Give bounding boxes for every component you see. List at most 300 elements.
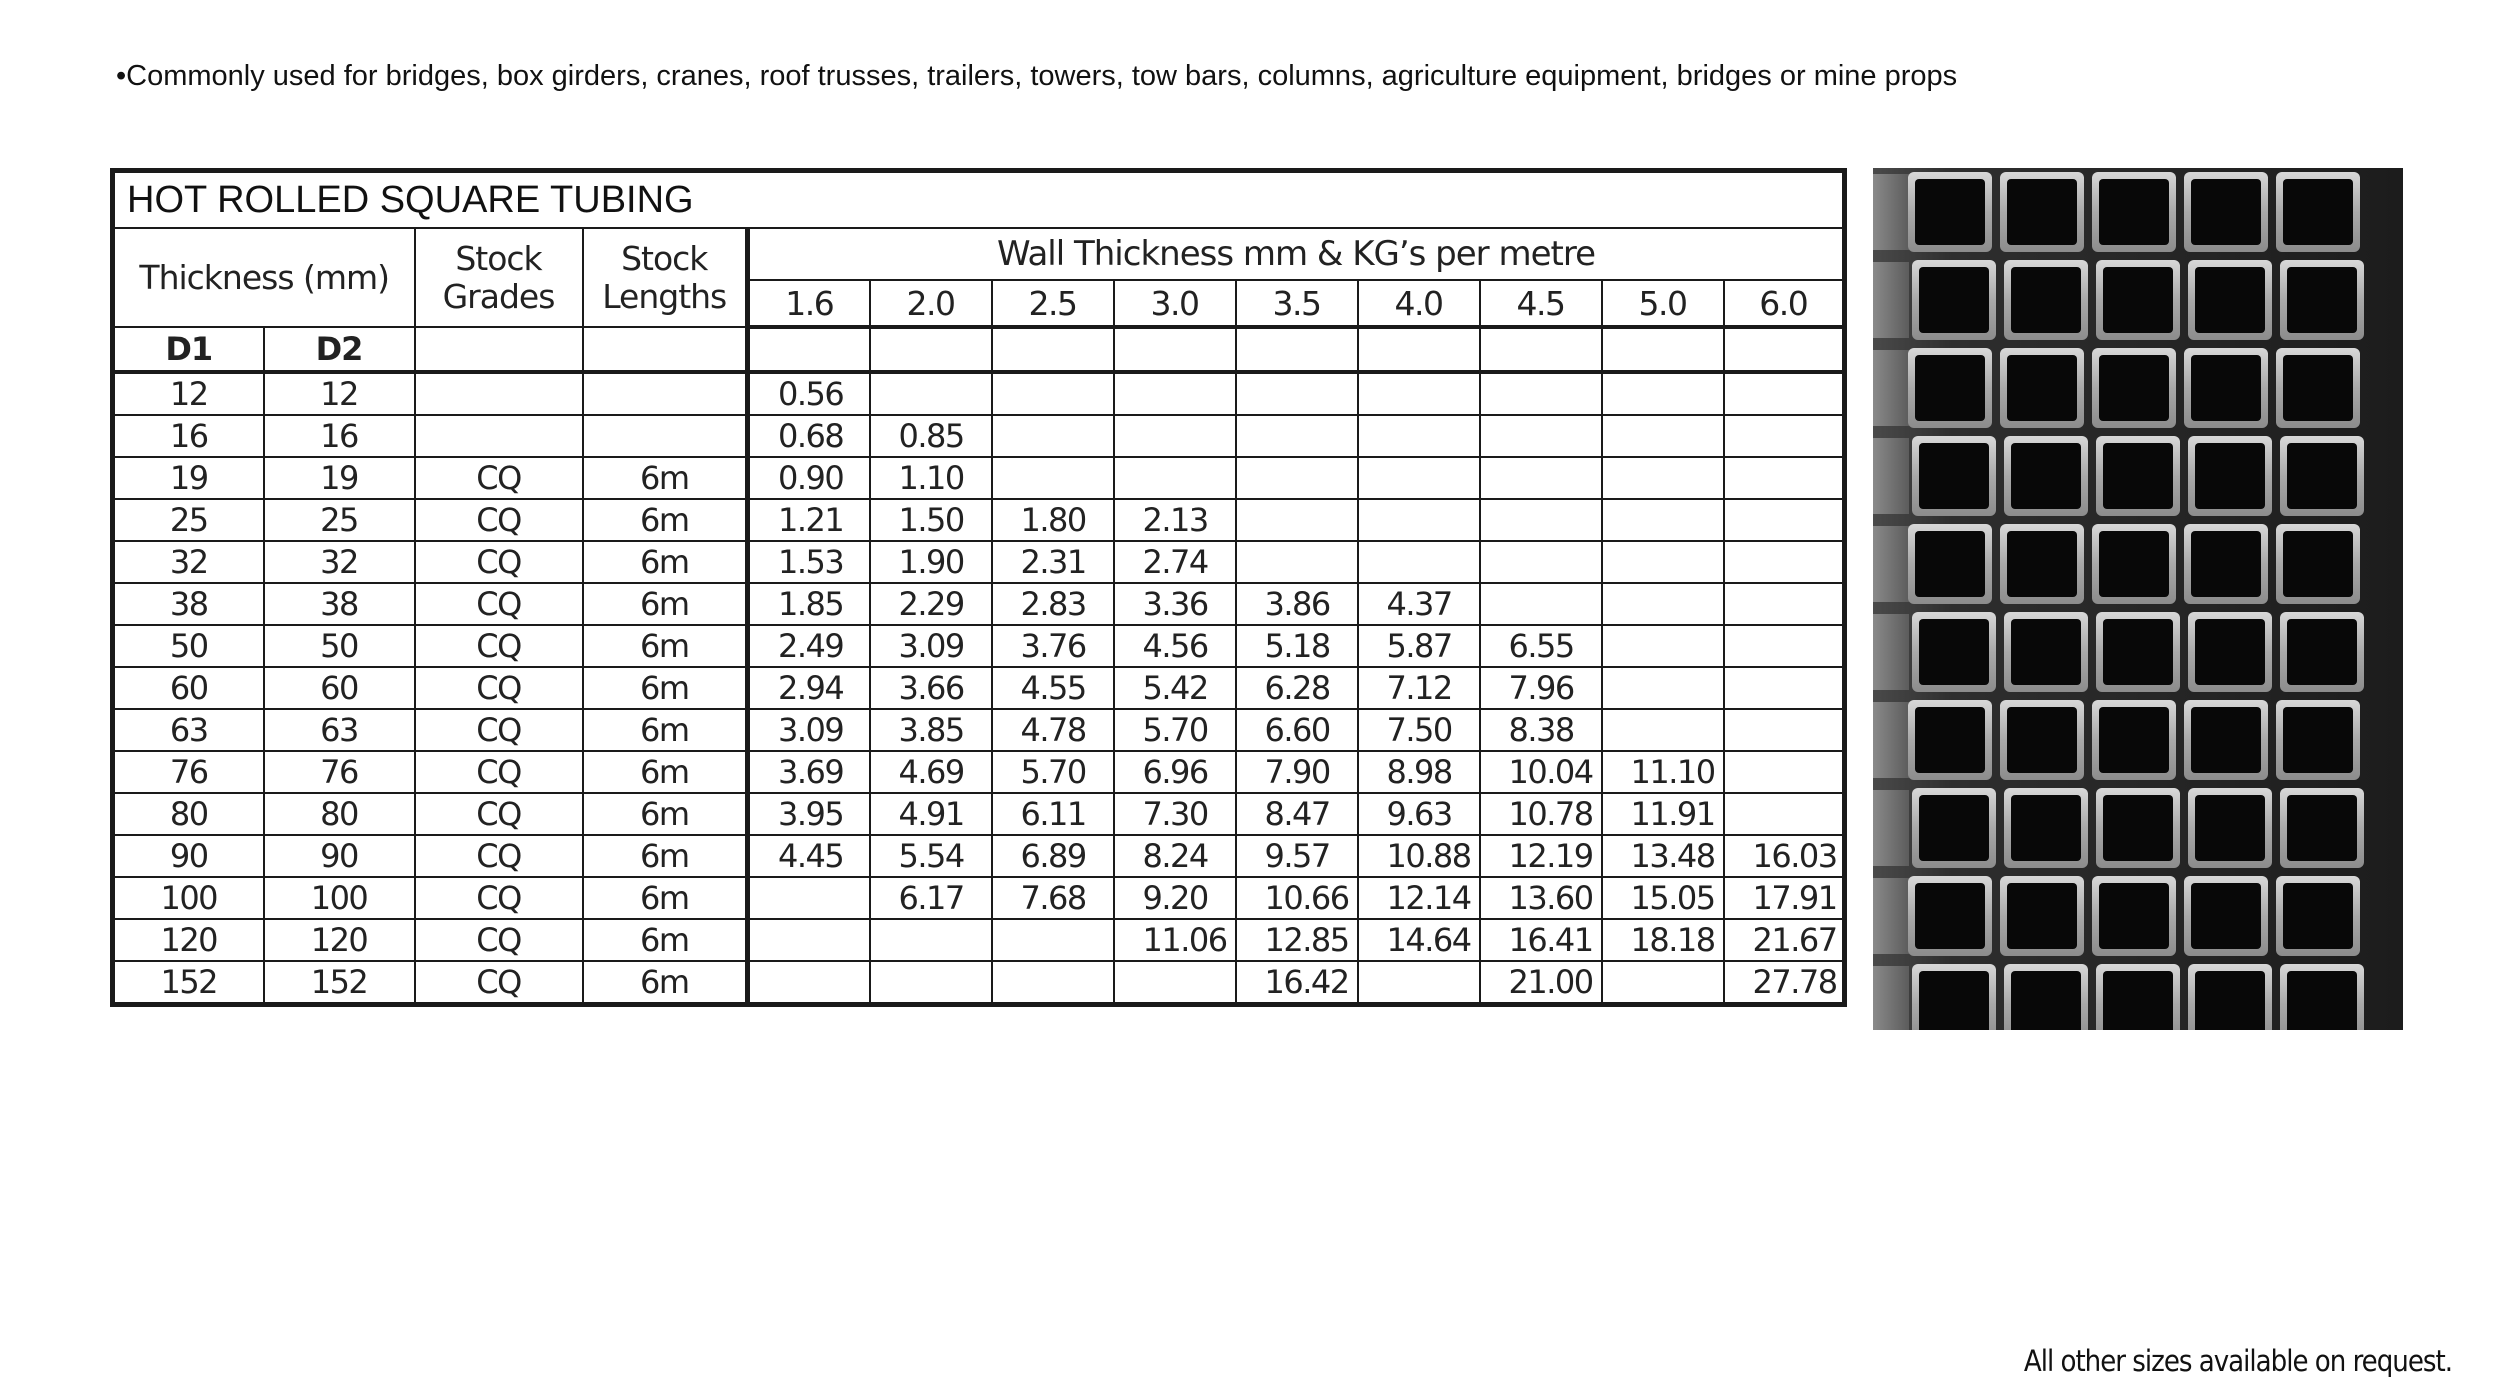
d2-cell: 100: [264, 877, 415, 919]
table-row: [113, 751, 1845, 793]
tube-hollow: [2191, 355, 2261, 421]
length-cell: 6m: [583, 709, 748, 751]
weight-cell: [1480, 499, 1602, 541]
weight-cell: 0.85: [870, 415, 992, 457]
tube-hollow: [2195, 971, 2265, 1030]
wall-thickness-col-header: 1.6: [748, 280, 870, 327]
weight-cell: 9.57: [1236, 835, 1358, 877]
weight-cell: [748, 877, 870, 919]
table-row: [113, 961, 1845, 1005]
grade-cell: CQ: [415, 625, 583, 667]
weight-cell: 4.37: [1358, 583, 1480, 625]
weight-cell: 7.12: [1358, 667, 1480, 709]
length-cell: [583, 372, 748, 415]
weight-cell: [1724, 667, 1845, 709]
tube-hollow: [2287, 443, 2357, 509]
weight-cell: 1.50: [870, 499, 992, 541]
weight-cell: 27.78: [1724, 961, 1845, 1005]
grade-cell: CQ: [415, 667, 583, 709]
weight-cell: 3.66: [870, 667, 992, 709]
tube-hollow: [2283, 707, 2353, 773]
grade-cell: [415, 415, 583, 457]
d1-cell: 120: [113, 919, 264, 961]
tube-side: [1873, 790, 1909, 866]
grade-cell: CQ: [415, 751, 583, 793]
d2-cell: 16: [264, 415, 415, 457]
square-tubing-photo: [1873, 168, 2403, 1030]
weight-cell: [1724, 372, 1845, 415]
tube-hollow: [1919, 267, 1989, 333]
wall-thickness-col-header: 4.0: [1358, 280, 1480, 327]
length-cell: [583, 415, 748, 457]
thickness-header: Thickness (mm): [113, 228, 415, 327]
weight-cell: 4.55: [992, 667, 1114, 709]
d1-header: D1: [113, 327, 264, 372]
table-row: [113, 415, 1845, 457]
weight-cell: 9.20: [1114, 877, 1236, 919]
tube-hollow: [1915, 179, 1985, 245]
weight-cell: 13.48: [1602, 835, 1724, 877]
weight-cell: 0.90: [748, 457, 870, 499]
weight-cell: 10.88: [1358, 835, 1480, 877]
weight-cell: [1236, 541, 1358, 583]
tube-hollow: [2103, 795, 2173, 861]
tube-hollow: [2191, 883, 2261, 949]
stock-grades-header: Stock Grades: [415, 228, 583, 327]
grade-cell: CQ: [415, 457, 583, 499]
intro-text: •Commonly used for bridges, box girders, cranes, roof trusses, trailers, towers, tow bars, columns, agriculture equipment, bridges or mine props: [116, 60, 1958, 92]
tube-hollow: [2103, 619, 2173, 685]
d2-cell: 80: [264, 793, 415, 835]
empty-header-cell: [1480, 327, 1602, 372]
weight-cell: 21.67: [1724, 919, 1845, 961]
weight-cell: [1724, 415, 1845, 457]
weight-cell: 2.13: [1114, 499, 1236, 541]
tube-hollow: [2195, 795, 2265, 861]
tube-hollow: [2103, 443, 2173, 509]
wall-thickness-col-header: 2.0: [870, 280, 992, 327]
grade-cell: CQ: [415, 709, 583, 751]
tube-hollow: [2099, 883, 2169, 949]
weight-cell: 5.42: [1114, 667, 1236, 709]
grade-cell: CQ: [415, 499, 583, 541]
weight-cell: 3.36: [1114, 583, 1236, 625]
table-row: [113, 499, 1845, 541]
wall-thickness-col-header: 3.0: [1114, 280, 1236, 327]
empty-header-cell: [870, 327, 992, 372]
tube-hollow: [2287, 619, 2357, 685]
d2-cell: 120: [264, 919, 415, 961]
weight-cell: [1358, 457, 1480, 499]
weight-cell: 4.78: [992, 709, 1114, 751]
d2-cell: 32: [264, 541, 415, 583]
weight-cell: [1602, 961, 1724, 1005]
weight-cell: 14.64: [1358, 919, 1480, 961]
weight-cell: [870, 961, 992, 1005]
weight-cell: [1480, 372, 1602, 415]
weight-cell: 2.74: [1114, 541, 1236, 583]
length-cell: 6m: [583, 583, 748, 625]
stock-lengths-header: Stock Lengths: [583, 228, 748, 327]
tube-hollow: [2007, 707, 2077, 773]
tube-hollow: [2283, 883, 2353, 949]
d2-cell: 38: [264, 583, 415, 625]
weight-cell: 7.68: [992, 877, 1114, 919]
tube-hollow: [2099, 531, 2169, 597]
weight-cell: 18.18: [1602, 919, 1724, 961]
tube-hollow: [2007, 179, 2077, 245]
weight-cell: 1.10: [870, 457, 992, 499]
weight-cell: [1724, 793, 1845, 835]
weight-cell: [1114, 961, 1236, 1005]
d1-cell: 100: [113, 877, 264, 919]
tube-hollow: [2191, 707, 2261, 773]
empty-header-cell: [583, 327, 748, 372]
d2-cell: 60: [264, 667, 415, 709]
weight-cell: 3.69: [748, 751, 870, 793]
weight-cell: [992, 415, 1114, 457]
weight-cell: 6.17: [870, 877, 992, 919]
grade-cell: CQ: [415, 541, 583, 583]
table-row: [113, 541, 1845, 583]
weight-cell: [870, 919, 992, 961]
tube-hollow: [1915, 707, 1985, 773]
tube-hollow: [2287, 971, 2357, 1030]
tube-hollow: [2191, 179, 2261, 245]
weight-cell: 4.45: [748, 835, 870, 877]
tube-hollow: [2011, 795, 2081, 861]
weight-cell: 10.66: [1236, 877, 1358, 919]
grade-cell: [415, 372, 583, 415]
weight-cell: 6.89: [992, 835, 1114, 877]
weight-cell: [1480, 583, 1602, 625]
tubing-spec-table: [110, 168, 1847, 1007]
table-row: [113, 877, 1845, 919]
d1-cell: 32: [113, 541, 264, 583]
d1-cell: 19: [113, 457, 264, 499]
weight-cell: 7.30: [1114, 793, 1236, 835]
table-row: [113, 919, 1845, 961]
weight-cell: 6.11: [992, 793, 1114, 835]
weight-cell: 11.06: [1114, 919, 1236, 961]
wall-thickness-col-header: 3.5: [1236, 280, 1358, 327]
table-row: [113, 372, 1845, 415]
weight-cell: 3.86: [1236, 583, 1358, 625]
grade-cell: CQ: [415, 583, 583, 625]
weight-cell: [1724, 541, 1845, 583]
tube-hollow: [2011, 971, 2081, 1030]
wall-thickness-col-header: 4.5: [1480, 280, 1602, 327]
weight-cell: [1358, 415, 1480, 457]
weight-cell: 6.60: [1236, 709, 1358, 751]
weight-cell: 7.90: [1236, 751, 1358, 793]
weight-cell: 6.28: [1236, 667, 1358, 709]
weight-cell: [748, 919, 870, 961]
weight-cell: 11.10: [1602, 751, 1724, 793]
weight-cell: [748, 961, 870, 1005]
weight-cell: 4.91: [870, 793, 992, 835]
wall-thickness-col-header: 2.5: [992, 280, 1114, 327]
weight-cell: 9.63: [1358, 793, 1480, 835]
weight-cell: 3.09: [870, 625, 992, 667]
tube-hollow: [2011, 267, 2081, 333]
weight-cell: [992, 919, 1114, 961]
weight-cell: [1358, 372, 1480, 415]
wall-thickness-col-header: 6.0: [1724, 280, 1845, 327]
weight-cell: [1114, 372, 1236, 415]
weight-cell: [1724, 499, 1845, 541]
wall-thickness-col-header: 5.0: [1602, 280, 1724, 327]
tube-hollow: [1919, 443, 1989, 509]
weight-cell: [1358, 541, 1480, 583]
weight-cell: 7.50: [1358, 709, 1480, 751]
weight-cell: [1480, 415, 1602, 457]
weight-cell: [1602, 372, 1724, 415]
tube-hollow: [1915, 355, 1985, 421]
weight-cell: [1724, 751, 1845, 793]
empty-header-cell: [1724, 327, 1845, 372]
empty-header-cell: [748, 327, 870, 372]
d1-cell: 38: [113, 583, 264, 625]
weight-cell: 16.42: [1236, 961, 1358, 1005]
weight-cell: [992, 372, 1114, 415]
weight-cell: 10.04: [1480, 751, 1602, 793]
weight-cell: 3.85: [870, 709, 992, 751]
tube-side: [1873, 614, 1909, 690]
weight-cell: [1236, 415, 1358, 457]
empty-header-cell: [1114, 327, 1236, 372]
tube-hollow: [2099, 179, 2169, 245]
tube-hollow: [2283, 179, 2353, 245]
weight-cell: [1236, 457, 1358, 499]
weight-cell: [1724, 583, 1845, 625]
weight-cell: 11.91: [1602, 793, 1724, 835]
tube-hollow: [2007, 355, 2077, 421]
grade-cell: CQ: [415, 961, 583, 1005]
weight-cell: 13.60: [1480, 877, 1602, 919]
tube-side: [1873, 526, 1909, 602]
weight-cell: 12.14: [1358, 877, 1480, 919]
d2-cell: 90: [264, 835, 415, 877]
d2-cell: 63: [264, 709, 415, 751]
length-cell: 6m: [583, 961, 748, 1005]
tube-hollow: [2191, 531, 2261, 597]
d1-cell: 90: [113, 835, 264, 877]
d2-header: D2: [264, 327, 415, 372]
weight-cell: 5.54: [870, 835, 992, 877]
d2-cell: 25: [264, 499, 415, 541]
length-cell: 6m: [583, 877, 748, 919]
tube-side: [1873, 878, 1909, 954]
weight-cell: 5.18: [1236, 625, 1358, 667]
length-cell: 6m: [583, 835, 748, 877]
tube-hollow: [2103, 971, 2173, 1030]
weight-cell: 4.56: [1114, 625, 1236, 667]
table-row: [113, 667, 1845, 709]
table-row: [113, 457, 1845, 499]
weight-cell: 7.96: [1480, 667, 1602, 709]
weight-cell: 15.05: [1602, 877, 1724, 919]
weight-cell: 2.94: [748, 667, 870, 709]
tube-hollow: [1919, 971, 1989, 1030]
tube-hollow: [2283, 355, 2353, 421]
weight-cell: [1724, 457, 1845, 499]
tube-hollow: [2195, 443, 2265, 509]
weight-cell: 1.80: [992, 499, 1114, 541]
length-cell: 6m: [583, 541, 748, 583]
weight-cell: [1602, 457, 1724, 499]
d1-cell: 60: [113, 667, 264, 709]
weight-cell: 0.68: [748, 415, 870, 457]
weight-cell: [1602, 667, 1724, 709]
length-cell: 6m: [583, 751, 748, 793]
d1-cell: 80: [113, 793, 264, 835]
tube-side: [1873, 702, 1909, 778]
tube-side: [1873, 174, 1909, 250]
length-cell: 6m: [583, 499, 748, 541]
weight-cell: 8.24: [1114, 835, 1236, 877]
footnote: All other sizes available on request.: [2023, 1344, 2452, 1378]
weight-cell: [1480, 541, 1602, 583]
length-cell: 6m: [583, 457, 748, 499]
length-cell: 6m: [583, 625, 748, 667]
weight-cell: 10.78: [1480, 793, 1602, 835]
weight-cell: 2.31: [992, 541, 1114, 583]
tube-hollow: [2099, 707, 2169, 773]
d2-cell: 76: [264, 751, 415, 793]
weight-cell: 5.70: [992, 751, 1114, 793]
weight-cell: 1.90: [870, 541, 992, 583]
d1-cell: 12: [113, 372, 264, 415]
weight-cell: [1480, 457, 1602, 499]
weight-cell: [1724, 709, 1845, 751]
weight-cell: [1602, 415, 1724, 457]
tube-hollow: [2195, 267, 2265, 333]
d1-cell: 16: [113, 415, 264, 457]
weight-cell: 1.21: [748, 499, 870, 541]
weight-cell: 8.98: [1358, 751, 1480, 793]
weight-cell: 0.56: [748, 372, 870, 415]
length-cell: 6m: [583, 667, 748, 709]
d2-cell: 152: [264, 961, 415, 1005]
d1-cell: 76: [113, 751, 264, 793]
table-title: HOT ROLLED SQUARE TUBING: [113, 171, 1845, 229]
weight-cell: 3.09: [748, 709, 870, 751]
tube-hollow: [2007, 531, 2077, 597]
length-cell: 6m: [583, 919, 748, 961]
weight-cell: 21.00: [1480, 961, 1602, 1005]
tube-hollow: [2287, 267, 2357, 333]
d1-cell: 25: [113, 499, 264, 541]
weight-cell: [1114, 415, 1236, 457]
d2-cell: 50: [264, 625, 415, 667]
weight-cell: 12.85: [1236, 919, 1358, 961]
weight-cell: [1602, 541, 1724, 583]
weight-cell: [1358, 499, 1480, 541]
tube-hollow: [2103, 267, 2173, 333]
weight-cell: [1602, 625, 1724, 667]
tube-hollow: [2011, 619, 2081, 685]
tube-side: [1873, 350, 1909, 426]
weight-cell: 3.95: [748, 793, 870, 835]
empty-header-cell: [1358, 327, 1480, 372]
weight-cell: 12.19: [1480, 835, 1602, 877]
weight-cell: 16.41: [1480, 919, 1602, 961]
tube-hollow: [1919, 795, 1989, 861]
tube-side: [1873, 438, 1909, 514]
table-row: [113, 709, 1845, 751]
weight-cell: [1358, 961, 1480, 1005]
d1-cell: 152: [113, 961, 264, 1005]
weight-cell: 1.53: [748, 541, 870, 583]
weight-cell: [870, 372, 992, 415]
grade-cell: CQ: [415, 877, 583, 919]
table-row: [113, 835, 1845, 877]
weight-cell: [992, 961, 1114, 1005]
weight-cell: [992, 457, 1114, 499]
tube-hollow: [1915, 531, 1985, 597]
empty-header-cell: [1602, 327, 1724, 372]
tube-hollow: [2099, 355, 2169, 421]
weight-cell: 16.03: [1724, 835, 1845, 877]
table-row: [113, 583, 1845, 625]
weight-cell: 4.69: [870, 751, 992, 793]
wall-thickness-header: Wall Thickness mm & KG’s per metre: [748, 228, 1845, 280]
weight-cell: 3.76: [992, 625, 1114, 667]
weight-cell: 5.87: [1358, 625, 1480, 667]
tube-hollow: [2287, 795, 2357, 861]
weight-cell: 8.47: [1236, 793, 1358, 835]
weight-cell: 5.70: [1114, 709, 1236, 751]
tube-side: [1873, 262, 1909, 338]
weight-cell: [1114, 457, 1236, 499]
tube-hollow: [2195, 619, 2265, 685]
tube-hollow: [2283, 531, 2353, 597]
weight-cell: 2.83: [992, 583, 1114, 625]
empty-header-cell: [1236, 327, 1358, 372]
table-row: [113, 793, 1845, 835]
empty-header-cell: [415, 327, 583, 372]
weight-cell: 8.38: [1480, 709, 1602, 751]
d1-cell: 63: [113, 709, 264, 751]
weight-cell: [1236, 372, 1358, 415]
d2-cell: 19: [264, 457, 415, 499]
tubing-table-container: [110, 168, 1840, 1007]
grade-cell: CQ: [415, 793, 583, 835]
weight-cell: [1724, 625, 1845, 667]
weight-cell: 17.91: [1724, 877, 1845, 919]
grade-cell: CQ: [415, 835, 583, 877]
weight-cell: [1602, 499, 1724, 541]
weight-cell: 6.96: [1114, 751, 1236, 793]
weight-cell: 1.85: [748, 583, 870, 625]
empty-header-cell: [992, 327, 1114, 372]
weight-cell: [1236, 499, 1358, 541]
weight-cell: [1602, 709, 1724, 751]
grade-cell: CQ: [415, 919, 583, 961]
table-row: [113, 625, 1845, 667]
tube-hollow: [1915, 883, 1985, 949]
weight-cell: 6.55: [1480, 625, 1602, 667]
tube-side: [1873, 966, 1909, 1030]
length-cell: 6m: [583, 793, 748, 835]
weight-cell: 2.29: [870, 583, 992, 625]
d2-cell: 12: [264, 372, 415, 415]
weight-cell: 2.49: [748, 625, 870, 667]
tube-hollow: [2007, 883, 2077, 949]
tube-hollow: [1919, 619, 1989, 685]
d1-cell: 50: [113, 625, 264, 667]
